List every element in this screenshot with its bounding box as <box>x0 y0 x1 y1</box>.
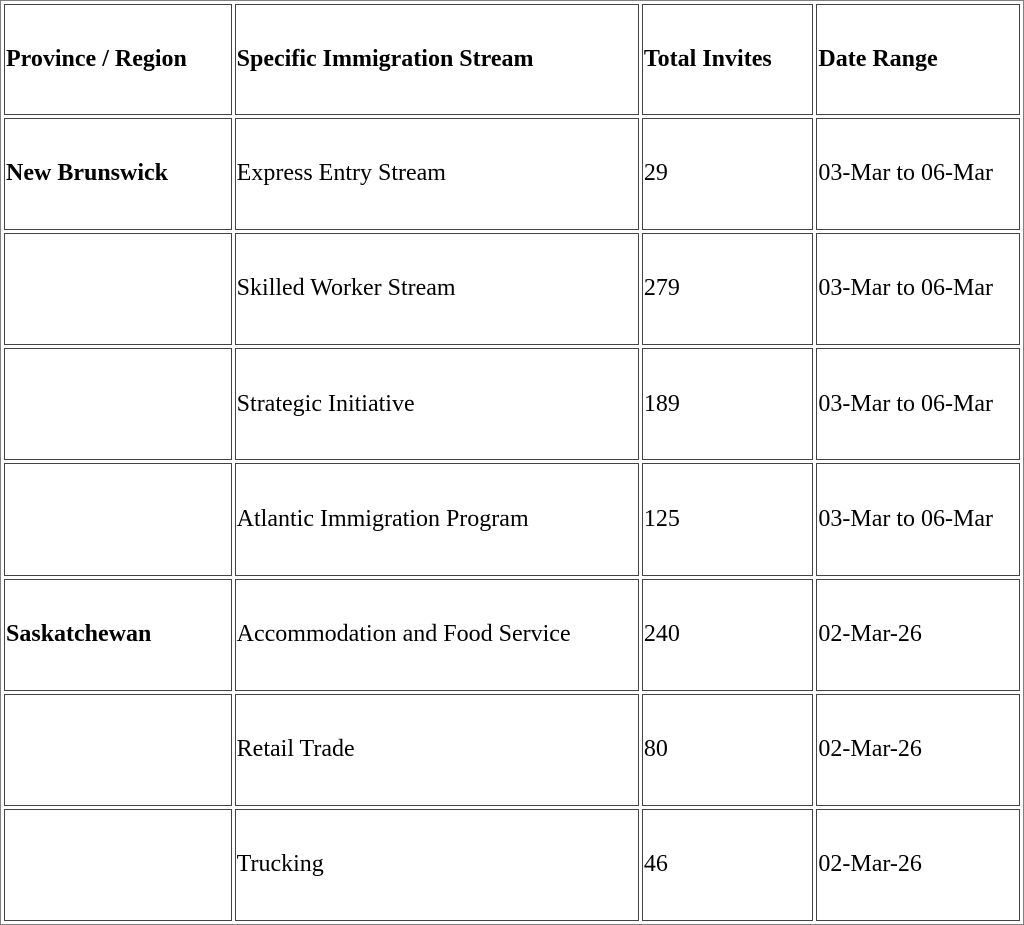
date-range-cell: 03-Mar to 06-Mar <box>816 233 1020 345</box>
stream-cell: Strategic Initiative <box>235 348 639 460</box>
stream-cell: Express Entry Stream <box>235 118 639 230</box>
table-row <box>4 463 1020 575</box>
table-row <box>4 233 1020 345</box>
table-row <box>4 348 1020 460</box>
header-province-region: Province / Region <box>4 4 232 115</box>
invites-cell: 29 <box>642 118 814 230</box>
table-row <box>4 809 1020 921</box>
province-cell <box>4 809 232 921</box>
province-cell: Saskatchewan <box>4 579 232 691</box>
stream-cell: Accommodation and Food Service <box>235 579 639 691</box>
province-cell: New Brunswick <box>4 118 232 230</box>
stream-cell: Retail Trade <box>235 694 639 806</box>
header-total-invites: Total Invites <box>642 4 814 115</box>
table-header-row <box>4 4 1020 115</box>
stream-cell: Trucking <box>235 809 639 921</box>
date-range-cell: 02-Mar-26 <box>816 809 1020 921</box>
invites-cell: 125 <box>642 463 814 575</box>
header-date-range: Date Range <box>816 4 1020 115</box>
date-range-cell: 02-Mar-26 <box>816 579 1020 691</box>
header-immigration-stream: Specific Immigration Stream <box>235 4 639 115</box>
table-row <box>4 118 1020 230</box>
date-range-cell: 03-Mar to 06-Mar <box>816 348 1020 460</box>
date-range-cell: 03-Mar to 06-Mar <box>816 118 1020 230</box>
province-cell <box>4 463 232 575</box>
invites-cell: 240 <box>642 579 814 691</box>
stream-cell: Skilled Worker Stream <box>235 233 639 345</box>
table-row <box>4 579 1020 691</box>
stream-cell: Atlantic Immigration Program <box>235 463 639 575</box>
invites-cell: 80 <box>642 694 814 806</box>
table-row <box>4 694 1020 806</box>
date-range-cell: 02-Mar-26 <box>816 694 1020 806</box>
province-cell <box>4 694 232 806</box>
date-range-cell: 03-Mar to 06-Mar <box>816 463 1020 575</box>
province-cell <box>4 233 232 345</box>
invites-cell: 189 <box>642 348 814 460</box>
invites-cell: 279 <box>642 233 814 345</box>
province-cell <box>4 348 232 460</box>
invites-cell: 46 <box>642 809 814 921</box>
